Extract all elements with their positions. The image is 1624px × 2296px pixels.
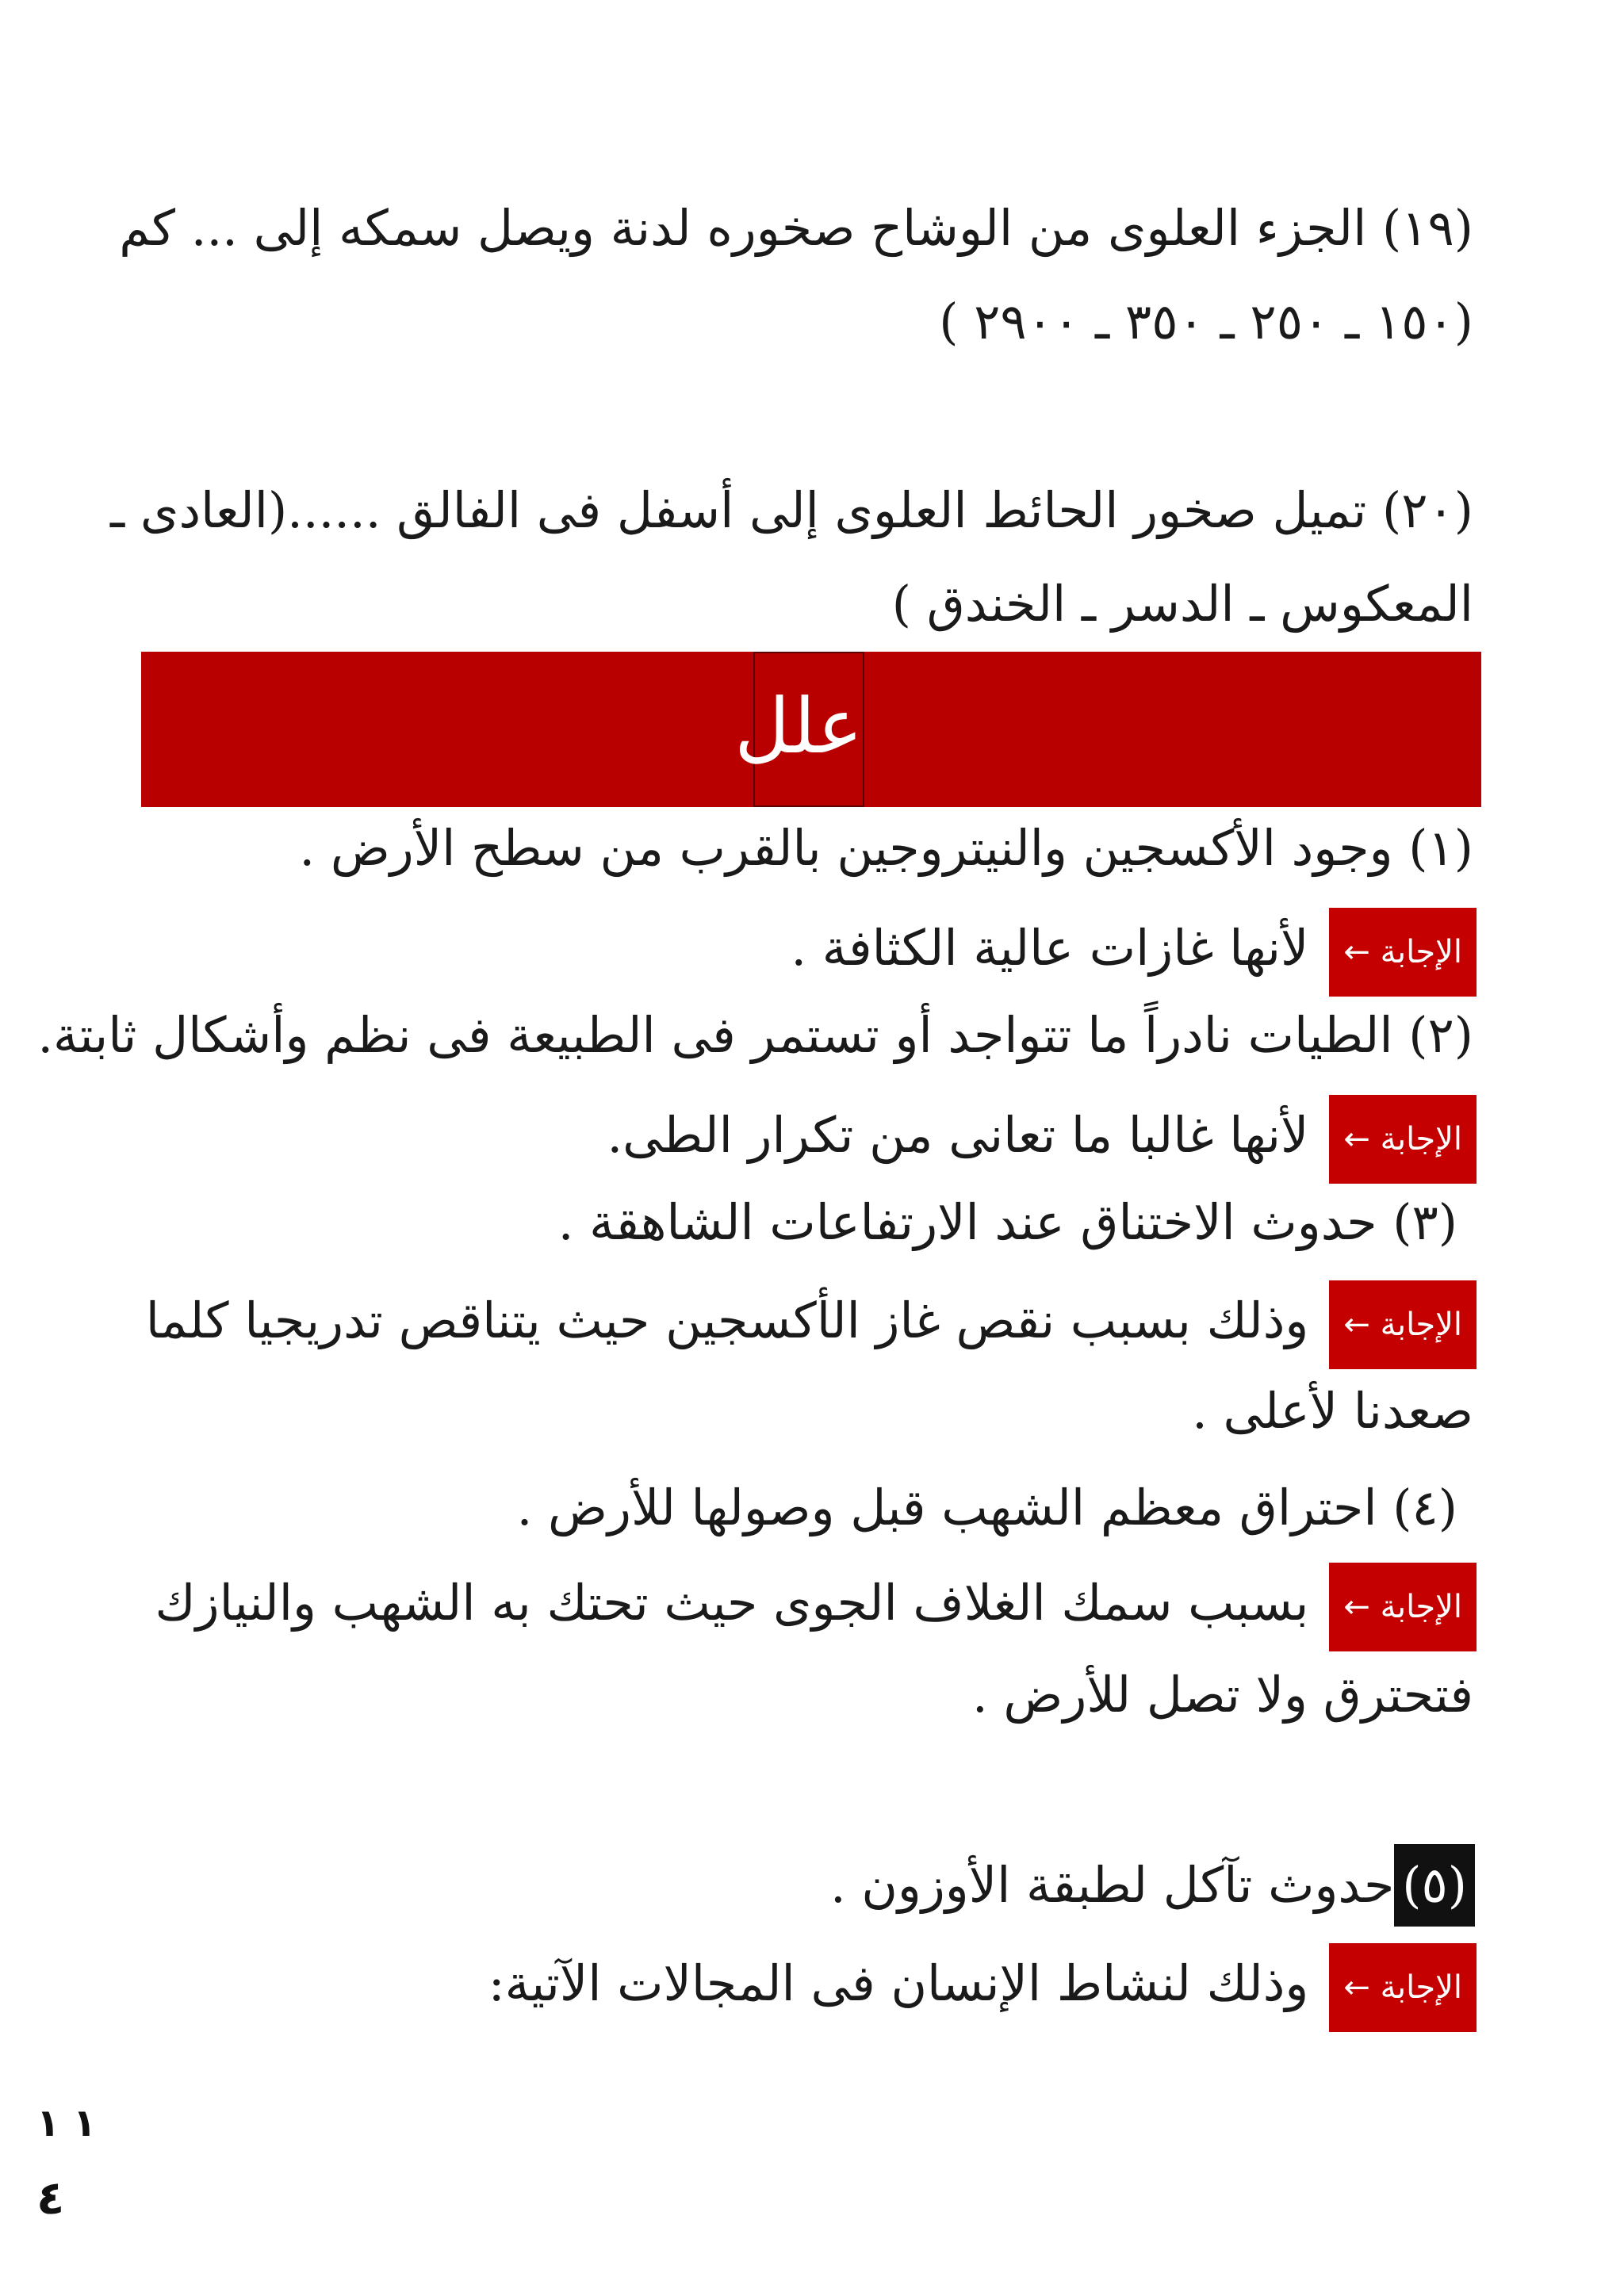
page-number-top: ١ ١ [36,2101,97,2145]
section-title: علل [753,652,864,807]
reason-2-answer-row [607,1091,1477,1184]
reason-4-answer-line2: فتحترق ولا تصل للأرض . [972,1666,1473,1724]
q20-line2: المعكوس ـ الدسر ـ الخندق ) [891,575,1473,633]
reason-3-answer-line1: وذلك بسبب نقص غاز الأكسجين حيث يتناقص تدريجيا كلما [145,1292,1309,1349]
answer-badge: الإجابة ← [1329,908,1477,997]
reason-4-question: (٤) احتراق معظم الشهب قبل وصولها للأرض . [516,1479,1457,1536]
answer-badge: الإجابة ← [1329,1563,1477,1651]
reason-5-number: (٥) [1394,1844,1475,1927]
reason-4-answer-line1: بسبب سمك الغلاف الجوى حيث تحتك به الشهب والنيازك [155,1574,1309,1632]
reason-2-question: (٢) الطيات نادراً ما تتواجد أو تستمر فى الطبيعة فى نظم وأشكال ثابتة. [37,1006,1473,1064]
q19-line2: (١٥٠ ـ ٢٥٠ ـ ٣٥٠ ـ ٢٩٠٠ ) [939,293,1473,350]
q19-line1: (١٩) الجزء العلوى من الوشاح صخوره لدنة ويصل سمكه إلى ... كم [119,199,1473,257]
answer-badge: الإجابة ← [1329,1095,1477,1184]
section-banner [141,652,1481,807]
reason-5-answer-row [488,1939,1477,2032]
reason-1-answer-row [791,904,1477,997]
answer-badge: الإجابة ← [1329,1943,1477,2032]
reason-3-answer-row [145,1276,1477,1369]
reason-5-question: حدوث تآكل لطبقة الأوزون . [829,1856,1395,1914]
answer-badge: الإجابة ← [1329,1280,1477,1369]
page-number-bottom: ٤ [36,2171,65,2225]
q20-line1: (٢٠) تميل صخور الحائط العلوى إلى أسفل فى الفالق ......(العادى ـ [110,481,1473,539]
reason-3-question: (٣) حدوث الاختناق عند الارتفاعات الشاهقة . [557,1193,1457,1251]
reason-4-answer-row [151,1559,1477,1651]
reason-5-answer: وذلك لنشاط الإنسان فى المجالات الآتية: [488,1954,1309,2012]
reason-1-question: (١) وجود الأكسجين والنيتروجين بالقرب من سطح الأرض . [299,819,1473,877]
reason-2-answer: لأنها غالبا ما تعانى من تكرار الطى. [607,1106,1309,1164]
reason-5-question-row [830,1844,1475,1927]
reason-3-answer-line2: صعدنا لأعلى . [1192,1382,1473,1440]
reason-1-answer: لأنها غازات عالية الكثافة . [791,919,1309,977]
